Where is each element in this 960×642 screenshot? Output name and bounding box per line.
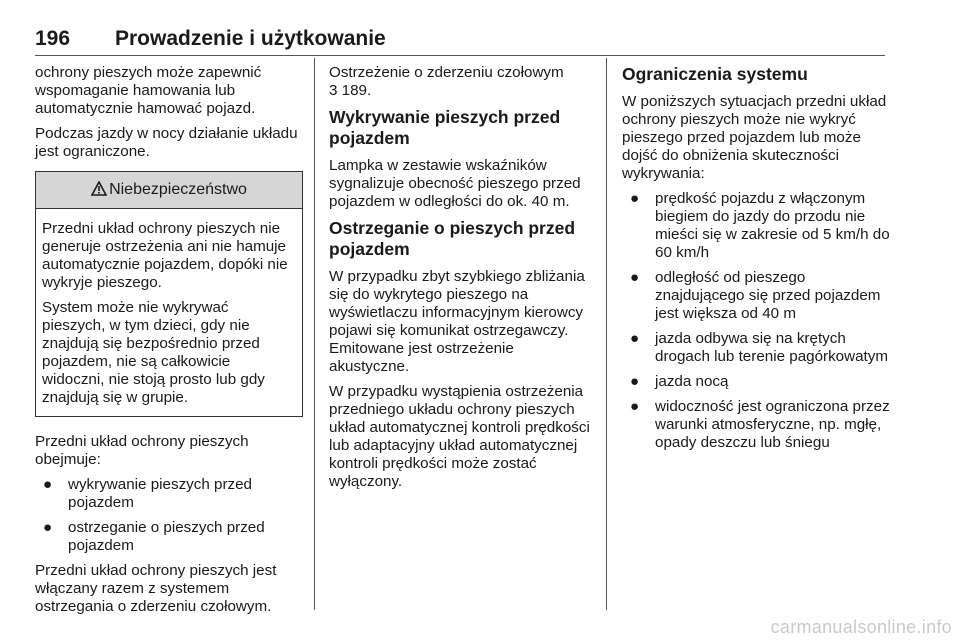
column-divider (314, 58, 315, 610)
column-divider (606, 58, 607, 610)
section-heading: Wykrywanie pieszych przed pojazdem (329, 107, 561, 148)
bullet-icon: ● (43, 519, 53, 536)
column-right (622, 64, 890, 459)
paragraph: W przypadku wystąpienia ostrzeżenia przedniego układu ochrony pieszych układ automatycznej kontroli prędkości lub adaptacyjny układ automatycznej kontroli prędkości może zostać wyłączony. (329, 383, 590, 490)
bullet-icon: ● (630, 373, 640, 390)
paragraph: Podczas jazdy w nocy działanie układu jest ograniczone. (35, 125, 298, 160)
bullet-list (622, 190, 890, 452)
section-heading: Ostrzeganie o pieszych przed pojazdem (329, 218, 576, 259)
list-item: ● ostrzeganie o pieszych przed pojazdem (43, 519, 265, 554)
paragraph: W poniższych sytuacjach przedni układ ochrony pieszych może nie wykryć pieszego przed pojazdem lub może dojść do obniżenia skuteczności wykrywania: (622, 93, 887, 182)
list-item: ● widoczność jest ograniczona przez warunki atmosferyczne, np. mgłę, opady deszczu lub śniegu (630, 398, 890, 451)
list-item: ● prędkość pojazdu z włączonym biegiem do jazdy do przodu nie mieści się w zakresie od 5 km/h do 60 km/h (630, 190, 890, 261)
section-heading: Ograniczenia systemu (622, 64, 808, 84)
list-item: ● odległość od pieszego znajdującego się przed pojazdem jest większa od 40 m (630, 269, 881, 322)
list-item: ● wykrywanie pieszych przed pojazdem (43, 476, 253, 511)
bullet-icon: ● (630, 398, 640, 415)
bullet-list (35, 476, 303, 555)
page-title: Prowadzenie i użytkowanie (115, 27, 386, 50)
bullet-icon: ● (630, 330, 640, 347)
paragraph: W przypadku zbyt szybkiego zbliżania się do wykrytego pieszego na wyświetlaczu informacyjnym kierowcy pojawi się komunikat ostrzegawczy. Emitowane jest ostrzeżenie akustyczne. (329, 268, 585, 375)
column-left (35, 64, 303, 623)
paragraph: ochrony pieszych może zapewnić wspomaganie hamowania lub automatycznie hamować pojazd. (35, 64, 262, 117)
column-middle (329, 64, 593, 498)
warning-body (36, 209, 302, 416)
warning-title: Niebezpieczeństwo (109, 181, 247, 198)
warning-box (35, 171, 303, 417)
list-item: ● jazda odbywa się na krętych drogach lub terenie pagórkowatym (630, 330, 889, 365)
watermark: carmanualsonline.info (770, 617, 952, 637)
paragraph: Przedni układ ochrony pieszych jest włączany razem z systemem ostrzegania o zderzeniu czołowym. (35, 562, 277, 615)
paragraph: Przedni układ ochrony pieszych nie generuje ostrzeżenia ani nie hamuje automatycznie pojazdem, dopóki nie wykryje pieszego. (42, 220, 288, 291)
warning-header (36, 172, 302, 209)
bullet-icon: ● (43, 476, 53, 493)
bullet-icon: ● (630, 190, 640, 207)
list-item: ● jazda nocą (630, 373, 729, 390)
paragraph: Ostrzeżenie o zderzeniu czołowym 3 189. (329, 64, 564, 99)
header-rule (35, 55, 885, 56)
paragraph: Przedni układ ochrony pieszych obejmuje: (35, 433, 249, 468)
paragraph: System może nie wykrywać pieszych, w tym dzieci, gdy nie znajdują się bezpośrednio przed pojazdem, nie są całkowicie widoczni, nie stoją prosto lub gdy znajdują się w grupie. (42, 299, 265, 406)
page-header (35, 27, 885, 55)
page-number: 196 (35, 27, 71, 50)
bullet-icon: ● (630, 269, 640, 286)
page-reference: 3 189. (329, 82, 372, 99)
warning-triangle-icon (91, 174, 107, 210)
paragraph: Lampka w zestawie wskaźników sygnalizuje obecność pieszego przed pojazdem w odległości do ok. 40 m. (329, 157, 581, 210)
